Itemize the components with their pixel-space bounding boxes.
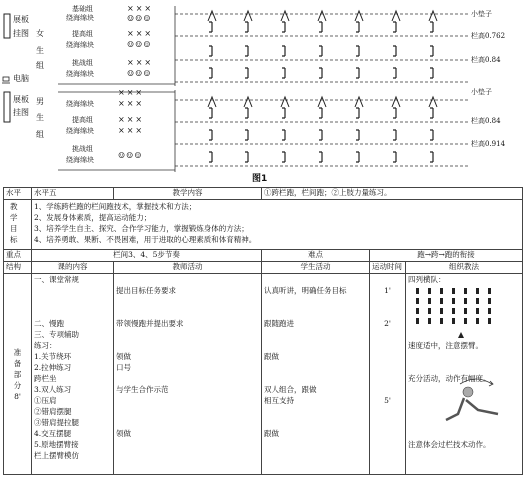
hurdle-mark xyxy=(245,152,248,162)
formation-mark xyxy=(476,298,479,304)
teacher-line xyxy=(116,340,259,351)
time-line: 1' xyxy=(384,286,391,295)
time-line xyxy=(372,428,403,439)
teacher-line xyxy=(116,307,259,318)
student-line xyxy=(264,362,367,373)
hurdle-mark xyxy=(430,68,433,78)
student-line: 跟随跑进 xyxy=(264,319,294,328)
formation-mark xyxy=(452,288,455,294)
hurdle-mark xyxy=(245,46,248,56)
time-line xyxy=(372,351,403,362)
student-line xyxy=(264,274,367,285)
table-row xyxy=(4,250,523,262)
formation-mark xyxy=(416,298,419,304)
gender-char: 男 xyxy=(36,97,44,106)
formation-mark xyxy=(476,318,479,324)
time-line xyxy=(372,406,403,417)
lane-label: 小垫子 xyxy=(471,10,492,18)
time-line xyxy=(372,329,403,340)
difficulty-value: 跑→跨→跑的衔接 xyxy=(370,250,523,262)
teacher-line xyxy=(116,450,259,461)
teacher-line: 带领慢跑并提出要求 xyxy=(116,319,184,328)
student-line xyxy=(264,307,367,318)
student-line: 跟做 xyxy=(264,429,279,438)
col-header: 组织教法 xyxy=(406,262,523,274)
content-line: 1.关节绕环 xyxy=(34,352,72,361)
time-line xyxy=(372,450,403,461)
hurdle-mark xyxy=(245,108,248,118)
formation-mark xyxy=(452,298,455,304)
formation-mark xyxy=(440,308,443,314)
hurdle-mark xyxy=(356,130,359,140)
col-header: 学生活动 xyxy=(262,262,370,274)
student-marks: ××× xyxy=(118,115,145,124)
hurdle-mark xyxy=(209,152,212,162)
student-marks: ××× xyxy=(118,99,145,108)
formation-mark xyxy=(440,318,443,324)
teacher-line xyxy=(116,406,259,417)
cell-content-label: 教学内容 xyxy=(114,188,262,200)
hurdle-mark xyxy=(393,152,396,162)
student-line xyxy=(264,340,367,351)
hurdle-mark xyxy=(209,46,212,56)
goals-label-char: 教 xyxy=(10,202,18,211)
hurdle-marks xyxy=(208,11,437,162)
hurdle-mark xyxy=(392,11,400,21)
gender-char: 女 xyxy=(36,29,44,38)
student-line xyxy=(264,329,367,340)
hurdle-mark xyxy=(319,152,322,162)
student-line xyxy=(264,450,367,461)
time-line xyxy=(372,439,403,450)
student-marks: ××× xyxy=(127,4,154,13)
section-label-char: 备 xyxy=(13,358,22,368)
formation-mark xyxy=(416,318,419,324)
student-marks: ××× xyxy=(118,88,145,97)
teacher-line xyxy=(116,329,259,340)
hurdle-mark xyxy=(208,97,216,107)
hurdle-mark xyxy=(393,22,396,32)
student-marks: ××× xyxy=(118,126,145,135)
hurdle-mark xyxy=(430,130,433,140)
student-line xyxy=(264,439,367,450)
time-line: 5' xyxy=(384,396,391,405)
table-row xyxy=(4,188,523,200)
gender-char: 生 xyxy=(36,46,44,55)
hurdle-mark xyxy=(393,68,396,78)
student-marks: ××× xyxy=(127,58,154,67)
time-line xyxy=(372,384,403,395)
content-line xyxy=(34,307,111,318)
teacher-column xyxy=(114,274,262,475)
org-line: 注意体会过栏技术动作。 xyxy=(408,440,491,449)
hurdle-mark xyxy=(318,11,326,21)
formation-mark xyxy=(416,288,419,294)
teacher-line xyxy=(116,439,259,450)
student-line: 跟做 xyxy=(264,352,279,361)
group-name: 挑战组 xyxy=(72,145,93,153)
teacher-line xyxy=(116,296,259,307)
hurdle-mark xyxy=(355,97,363,107)
gender-char: 组 xyxy=(36,61,44,70)
content-line: 二、慢跑 xyxy=(34,319,64,328)
hurdle-mark xyxy=(281,97,289,107)
group-sub: 绕海绵块 xyxy=(66,100,94,108)
hurdle-mark xyxy=(356,46,359,56)
hurdle-mark xyxy=(355,11,363,21)
hurdle-mark xyxy=(430,152,433,162)
col-header: 教师活动 xyxy=(114,262,262,274)
key-point-value: 栏间3、4、5步节奏 xyxy=(32,250,262,262)
student-faces: ☺☺☺ xyxy=(127,69,152,78)
hurdle-mark xyxy=(244,97,252,107)
time-line xyxy=(372,307,403,318)
hurdle-mark xyxy=(430,46,433,56)
teacher-line: 领做 xyxy=(116,429,131,438)
teacher-line: 与学生合作示范 xyxy=(116,385,169,394)
content-column xyxy=(32,274,114,475)
content-line: 3.双人练习 xyxy=(34,385,72,394)
student-column xyxy=(262,274,370,475)
hurdle-mark xyxy=(209,22,212,32)
content-line: 跨栏坐 xyxy=(34,374,57,383)
hurdle-mark xyxy=(282,68,285,78)
table-header-row xyxy=(4,262,523,274)
key-point-label: 重点 xyxy=(4,250,32,262)
org-column xyxy=(406,274,523,475)
display-board-label: 展板 xyxy=(13,95,29,104)
difficulty-label: 难点 xyxy=(262,250,370,262)
formation-mark xyxy=(440,288,443,294)
hurdle-mark xyxy=(393,108,396,118)
student-marks: ××× xyxy=(127,29,154,38)
student-line: 双人组合，跟做 xyxy=(264,385,317,394)
student-line: 相互支持 xyxy=(264,396,294,405)
formation-mark xyxy=(428,298,431,304)
hurdle-layout-figure xyxy=(0,0,524,186)
hurdle-mark xyxy=(282,152,285,162)
lane-label: 栏高0.914 xyxy=(471,140,506,148)
section-label-char: 8' xyxy=(14,391,21,401)
content-line: ③错肩提拉腿 xyxy=(34,418,79,427)
hurdle-mark xyxy=(393,46,396,56)
student-faces: ☺☺☺ xyxy=(127,14,152,23)
goals-label-char: 标 xyxy=(10,235,18,244)
group-sub: 绕海绵块 xyxy=(66,70,94,78)
content-line: 一、课堂常规 xyxy=(34,275,79,284)
hurdle-mark xyxy=(282,108,285,118)
hurdle-mark xyxy=(430,22,433,32)
group-name: 提高组 xyxy=(72,116,93,124)
hurdle-mark xyxy=(318,97,326,107)
student-faces: ☺☺☺ xyxy=(118,151,143,160)
col-header: 运动时间 xyxy=(370,262,406,274)
hurdle-mark xyxy=(245,130,248,140)
hurdle-mark xyxy=(319,130,322,140)
teacher-line: 口号 xyxy=(116,363,131,372)
formation-mark xyxy=(440,298,443,304)
formation-diagram xyxy=(406,274,518,474)
hurdle-mark xyxy=(319,22,322,32)
goals-label-char: 学 xyxy=(10,213,18,222)
teacher-line xyxy=(116,373,259,384)
student-line xyxy=(264,373,367,384)
formation-mark xyxy=(464,298,467,304)
org-line: 充分活动，动作有幅度。 xyxy=(408,374,491,383)
lesson-plan-table xyxy=(3,187,523,475)
lane-label: 栏高0.84 xyxy=(471,117,501,125)
hurdle-mark xyxy=(356,152,359,162)
cell-level-label: 水平 xyxy=(4,188,32,200)
formation-mark xyxy=(488,288,491,294)
section-label-char: 准 xyxy=(13,347,22,357)
hurdle-mark xyxy=(319,108,322,118)
student-line xyxy=(264,296,367,307)
hurdle-mark xyxy=(281,11,289,21)
lane-label: 小垫子 xyxy=(471,88,492,96)
hurdle-mark xyxy=(429,11,437,21)
hurdle-mark xyxy=(392,97,400,107)
student-line: 认真听讲，明确任务目标 xyxy=(264,286,347,295)
formation-mark xyxy=(464,308,467,314)
col-header: 结构 xyxy=(4,262,32,274)
goal-item: 4、培养勇敢、果断、不畏困难，用于进取的心理素质和体育精神。 xyxy=(34,235,257,244)
hurdle-mark xyxy=(429,97,437,107)
time-line xyxy=(372,296,403,307)
hurdle-mark xyxy=(209,108,212,118)
content-line: ②错肩摆腿 xyxy=(34,407,72,416)
student-line xyxy=(264,406,367,417)
hurdle-mark xyxy=(244,11,252,21)
section-label-char: 部 xyxy=(13,369,22,379)
content-line: 5.原地摆臂接 xyxy=(34,440,79,449)
formation-mark xyxy=(428,288,431,294)
table-row xyxy=(4,200,523,250)
hurdle-mark xyxy=(208,11,216,21)
display-board-label: 展板 xyxy=(13,15,29,24)
section-label xyxy=(4,274,32,475)
time-line xyxy=(372,373,403,384)
gender-char: 组 xyxy=(36,130,44,139)
cell-content-value: ①跨栏跑，栏间跑；②上肢力量练习。 xyxy=(262,188,523,200)
figure-caption: 图1 xyxy=(252,174,268,184)
formation-mark xyxy=(488,318,491,324)
goal-item: 1、学练跨栏跑的栏间跑技术，掌握技术和方法； xyxy=(34,202,197,211)
time-line xyxy=(372,274,403,285)
wall-chart-label: 挂图 xyxy=(13,108,29,117)
teacher-line: 提出目标任务要求 xyxy=(116,286,176,295)
cell-level-value: 水平五 xyxy=(32,188,114,200)
hurdle-mark xyxy=(430,108,433,118)
hurdle-mark xyxy=(282,46,285,56)
goals-label xyxy=(4,200,32,250)
teacher-line xyxy=(116,417,259,428)
goal-item: 3、培养学生自主、探究、合作学习能力，掌握锻炼身体的方法； xyxy=(34,224,249,233)
teacher-line xyxy=(116,395,259,406)
group-sub: 绕海绵块 xyxy=(66,156,94,164)
hurdle-mark xyxy=(282,22,285,32)
content-line xyxy=(34,296,111,307)
content-line: 2.拉伸练习 xyxy=(34,363,72,372)
table-row xyxy=(4,274,523,475)
hurdle-mark xyxy=(393,130,396,140)
col-header: 课的内容 xyxy=(32,262,114,274)
hurdle-mark xyxy=(356,68,359,78)
group-sub: 绕海绵块 xyxy=(66,14,94,22)
student-faces: ☺☺☺ xyxy=(127,40,152,49)
content-line: 练习： xyxy=(34,341,57,350)
time-line xyxy=(372,417,403,428)
org-line: 速度适中，注意摆臂。 xyxy=(408,341,483,350)
hurdle-mark xyxy=(245,68,248,78)
time-line: 2' xyxy=(384,319,391,328)
content-line xyxy=(34,285,111,296)
time-line xyxy=(372,340,403,351)
goals-list xyxy=(32,200,523,250)
hurdle-mark xyxy=(209,68,212,78)
content-line: 三、专项辅助 xyxy=(34,330,79,339)
teacher-line xyxy=(116,274,259,285)
hurdle-mark xyxy=(282,130,285,140)
formation-mark xyxy=(476,288,479,294)
group-sub: 绕海绵块 xyxy=(66,127,94,135)
time-column xyxy=(370,274,406,475)
time-line xyxy=(372,362,403,373)
wall-chart-label: 挂图 xyxy=(13,29,29,38)
goal-item: 2、发展身体素质，提高运动能力； xyxy=(34,213,152,222)
group-name: 挑战组 xyxy=(72,59,93,67)
hurdle-mark xyxy=(319,46,322,56)
content-line: ①压肩 xyxy=(34,396,57,405)
computer-label: 电脑 xyxy=(13,74,29,83)
formation-mark xyxy=(488,298,491,304)
formation-mark xyxy=(428,308,431,314)
formation-mark xyxy=(488,308,491,314)
teacher-line: 领做 xyxy=(116,352,131,361)
formation-mark xyxy=(416,308,419,314)
lane-label: 栏高0.84 xyxy=(471,56,501,64)
stretch-figure-icon xyxy=(446,379,498,420)
hurdle-mark xyxy=(209,130,212,140)
content-line: 栏上摆臂模仿 xyxy=(34,451,79,460)
goals-label-char: 目 xyxy=(10,224,18,233)
formation-mark xyxy=(464,318,467,324)
gender-char: 生 xyxy=(36,113,44,122)
formation-mark xyxy=(452,318,455,324)
formation-mark xyxy=(428,318,431,324)
section-label-char: 分 xyxy=(13,380,22,390)
hurdle-mark xyxy=(319,68,322,78)
hurdle-mark xyxy=(245,22,248,32)
group-name: 基础组 xyxy=(72,5,93,13)
org-line: 四列横队： xyxy=(408,275,446,284)
formation-mark xyxy=(452,308,455,314)
group-name: 提高组 xyxy=(72,30,93,38)
formation-mark xyxy=(476,308,479,314)
lane-label: 栏高0.762 xyxy=(471,32,506,40)
formation-mark xyxy=(464,288,467,294)
teacher-mark xyxy=(458,332,464,338)
hurdle-mark xyxy=(356,108,359,118)
content-line: 4.交互摆腿 xyxy=(34,429,72,438)
student-line xyxy=(264,417,367,428)
group-sub: 绕海绵块 xyxy=(66,41,94,49)
hurdle-mark xyxy=(356,22,359,32)
